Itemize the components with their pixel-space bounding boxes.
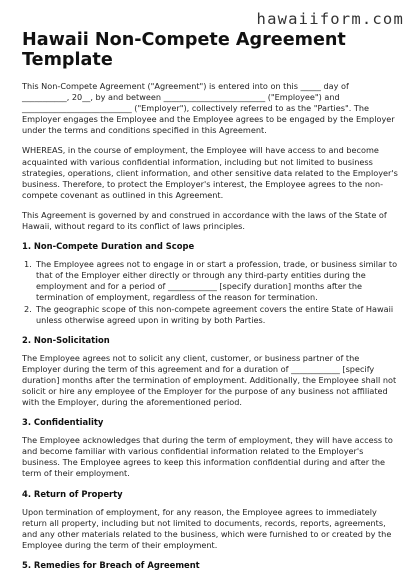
list-item-number: 1. — [24, 259, 32, 270]
section-heading-3: 3. Confidentiality — [22, 417, 104, 428]
list-item-number: 2. — [24, 303, 32, 314]
list-item-text: The Employee agrees not to engage in or start a profession, trade, or business similar to that of the Employer either directly or through any third-party entities during the employment and for a period of ____________ [specify duration] months after the termination of employment, regardless of the reason for termination. — [36, 259, 398, 303]
document-title: Hawaii Non-Compete Agreement Template — [22, 30, 346, 70]
section-2-paragraph: The Employee agrees not to solicit any client, customer, or business partner of the Employer during the term of this agreement and for a duration of ____________ [specify duration] months after the termination of employment. Additionally, the Employee shall not solicit or hire any employee of the Employer for the purpose of any business not affiliated with the Employer, during the aforementioned period. — [22, 352, 397, 408]
section-1-list — [22, 259, 398, 326]
list-item-text: The geographic scope of this non-compete agreement covers the entire State of Hawaii unless otherwise agreed upon in writing by both Parties. — [36, 303, 394, 325]
intro-paragraph-1: This Non-Compete Agreement ("Agreement") is entered into on this _____ day of ___________, 20__, by and between _________________________ ("Employee") and ___________________________ ("Employer"), collectively referred to as the "Parties". The Employer engages the Employee and the Employee agrees to be engaged by the Employer under the terms and conditions specified in this Agreement. — [22, 81, 395, 136]
brand-watermark: hawaiiform.com — [256, 10, 404, 28]
document-page — [22, 30, 398, 578]
section-heading-2: 2. Non-Solicitation — [22, 334, 110, 345]
section-heading-5: 5. Remedies for Breach of Agreement — [22, 559, 200, 570]
section-heading-1: 1. Non-Compete Duration and Scope — [22, 241, 195, 252]
section-heading-4: 4. Return of Property — [22, 488, 123, 499]
section-3-paragraph: The Employee acknowledges that during the term of employment, they will have access to and become familiar with various confidential information related to the Employer's business. The Employee agrees to keep this information confidential during and after the term of their employment. — [22, 435, 393, 479]
section-4-paragraph: Upon termination of employment, for any reason, the Employee agrees to immediately return all property, including but not limited to documents, records, reports, agreements, and any other materials related to the business, which were furnished to or created by the Employee during the term of their employment. — [22, 506, 392, 550]
intro-paragraph-2: WHEREAS, in the course of employment, the Employee will have access to and become acquainted with various confidential information, including but not limited to business strategies, operations, client information, and other sensitive data related to the Employer's business. Therefore, to protect the Employer's interest, the Employee agrees to the non-compete covenant as outlined in this Agreement. — [22, 145, 398, 200]
list-item — [24, 259, 398, 303]
intro-paragraph-3: This Agreement is governed by and construed in accordance with the laws of the State of Hawaii, without regard to its conflict of laws principles. — [22, 209, 387, 232]
list-item — [24, 303, 398, 326]
